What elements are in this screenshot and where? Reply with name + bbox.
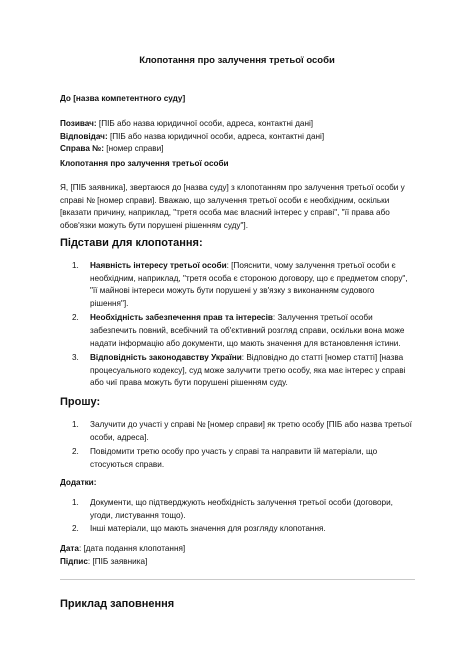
list-item [60,446,415,471]
list-item-title: Необхідність забезпечення прав та інтересів [90,313,273,323]
example-heading: Приклад заповнення [60,598,175,610]
petition-subtitle: Клопотання про залучення третьої особи [60,159,229,168]
plaintiff-line [60,118,415,131]
plaintiff-label: Позивач: [60,119,97,128]
grounds-heading: Підстави для клопотання: [60,237,203,249]
list-item [60,352,415,390]
section-divider [60,579,415,580]
list-number: 1. [72,498,79,507]
request-list [60,419,415,471]
list-number: 1. [72,261,79,270]
list-number: 3. [72,353,79,363]
signature-line [60,556,415,569]
defendant-label: Відповідач: [60,131,108,141]
list-item [60,497,415,522]
footer-block [60,543,415,568]
list-item-text: Залучити до участі у справі № [номер справи] як третю особу [ПІБ або назва третьої особи, адреса]. [90,420,412,442]
list-item-text: : Відповідно до статті [номер статті] [назва процесуального кодексу], суд може залучити третю особу, яка має інтерес у справі або чиї права можуть бути порушені рішенням суду. [90,353,406,388]
list-item-text: Документи, що підтверджують необхідність залучення третьої особи (договори, угоди, листування тощо). [90,498,393,520]
list-number: 1. [72,420,79,429]
court-addressee: До [назва компетентного суду] [60,94,186,103]
list-item-text: Повідомити третю особу про участь у справі та направити їй матеріали, що стосуються справи. [90,447,378,469]
list-item [60,523,415,536]
list-item-title: Наявність інтересу третьої особи [90,261,227,270]
attachments-list [60,497,415,536]
signature-label: Підпис [60,556,88,566]
list-number: 2. [72,313,79,323]
list-item-text: Інші матеріали, що мають значення для розгляду клопотання. [90,524,326,534]
intro-paragraph: Я, [ПІБ заявника], звертаюся до [назва суду] з клопотанням про залучення третьої особи у справі № [номер справи]. Вважаю, що залучення третьої особи є необхідним, оскільки [вказати причину, наприклад, "третя особа має власний інтерес у справі", "її права або обов'язки можуть бути порушені рішенням суду"]. [60,183,405,230]
list-item-title: Відповідність законодавству України [90,353,242,363]
case-label: Справа №: [60,144,105,154]
list-item-text: : [Пояснити, чому залучення третьої особи є необхідним, наприклад, "третя особа є стороною договору, що є предметом спору", "її майнові інтереси можуть бути порушені у зв'язку з виконанням судового рішення"]. [90,261,408,308]
case-line [60,143,415,156]
list-number: 2. [72,447,79,457]
defendant-line [60,131,415,144]
document-title: Клопотання про залучення третьої особи [139,55,335,66]
list-item [60,260,415,310]
attachments-heading: Додатки: [60,478,97,487]
grounds-list [60,260,415,390]
parties-block [60,118,415,156]
plaintiff-value: [ПІБ або назва юридичної особи, адреса, контактні дані] [96,119,314,128]
list-item [60,419,415,444]
list-number: 2. [72,524,79,534]
defendant-value: [ПІБ або назва юридичної особи, адреса, контактні дані] [107,131,325,141]
signature-value: : [ПІБ заявника] [87,556,148,566]
date-line [60,543,415,556]
case-value: [номер справи] [104,144,164,154]
date-value: : [дата подання клопотання] [78,544,186,553]
request-heading: Прошу: [60,396,101,408]
date-label: Дата [60,544,79,553]
list-item-text: : Залучення третьої особи забезпечить повний, всебічний та об'єктивний розгляд справи, оскільки вона може надати інформацію або документи, що мають значення для встановлення істини. [90,313,405,348]
list-item [60,312,415,350]
